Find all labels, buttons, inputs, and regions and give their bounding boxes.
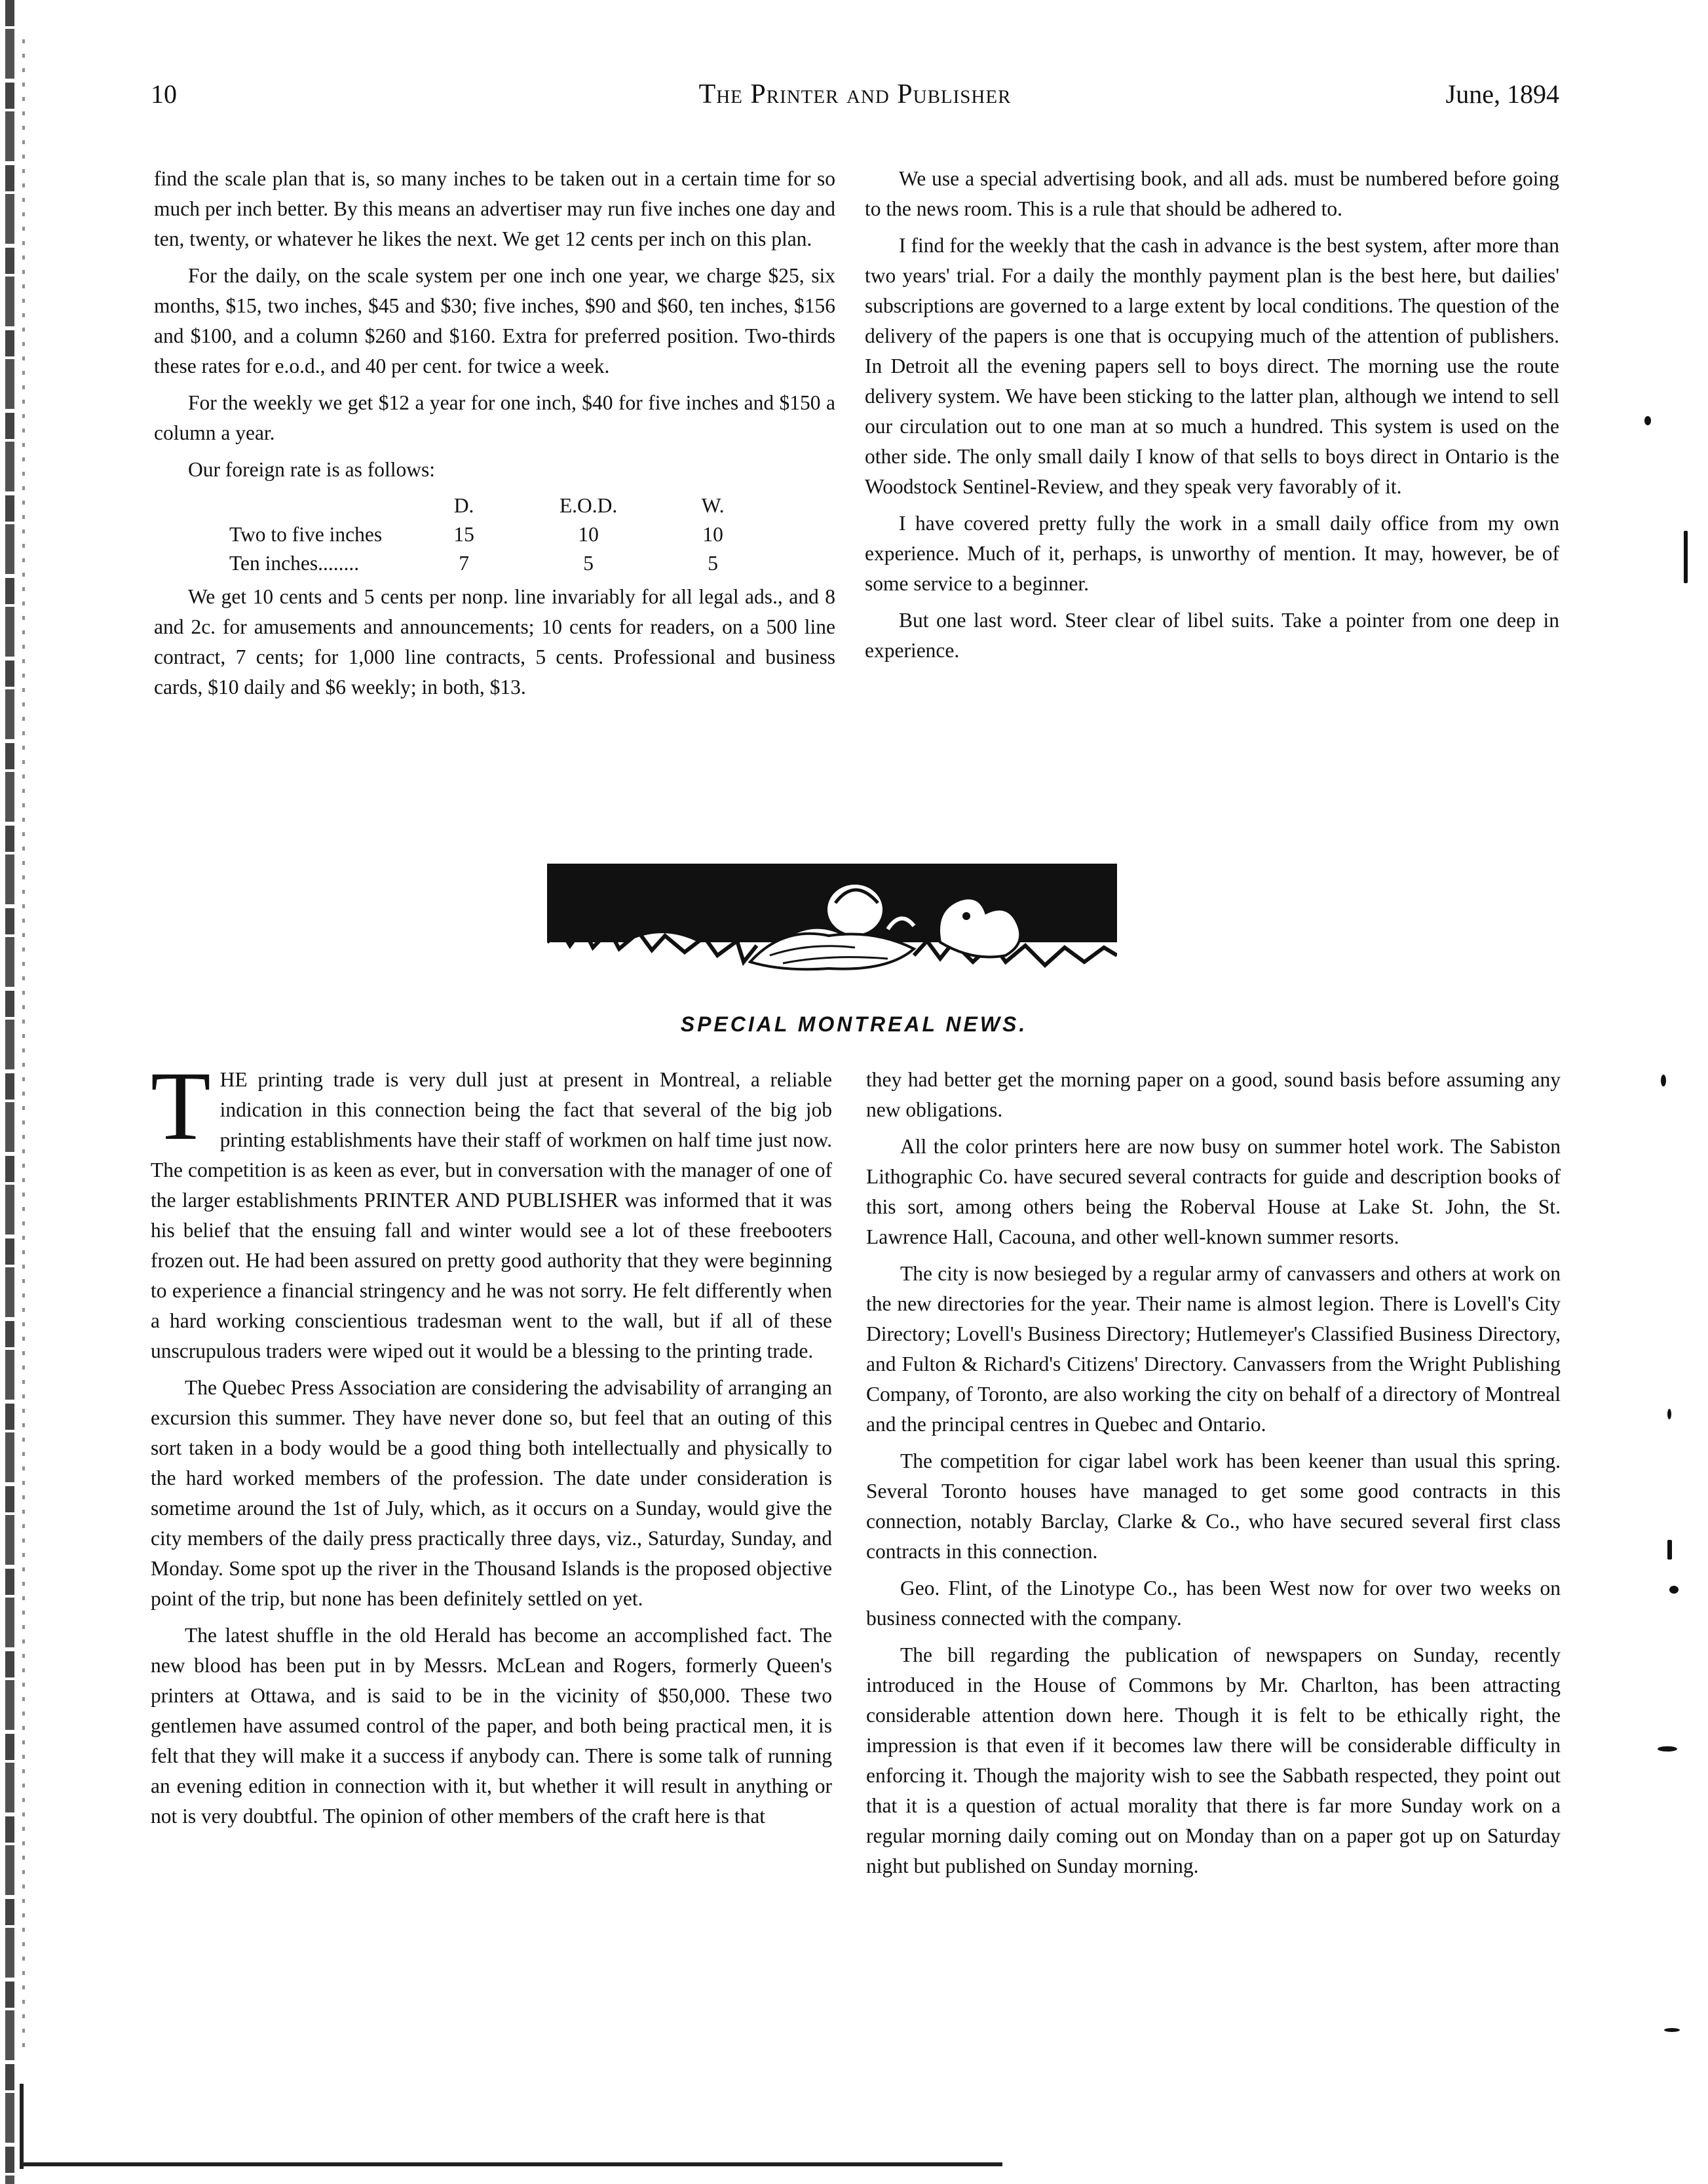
- issue-date: June, 1894: [1445, 79, 1559, 109]
- paragraph: For the weekly we get $12 a year for one inch, $40 for five inches and $150 a column a year.: [154, 391, 835, 444]
- paragraph: But one last word. Steer clear of libel suits. Take a pointer from one deep in experience.: [865, 609, 1559, 662]
- paragraph: The Quebec Press Association are considering the advisability of arranging an excursion this summer. They have never done so, but feel that an outing of this sort taken in a body would be a good thing both intellectually and physically to the hard worked members of the profession. The date under consideration is sometime around the 1st of July, which, as it occurs on a Sunday, would give the city members of the daily press practically three days, viz., Saturday, Sunday, and Monday. Some spot up the river in the Thousand Islands is the proposed objective point of the trip, but none has been definitely settled on yet.: [151, 1376, 832, 1610]
- scan-bottom-rule: [20, 2162, 1002, 2166]
- column-header: W.: [701, 494, 725, 517]
- table-row: [229, 520, 775, 549]
- paragraph: find the scale plan that is, so many inches to be taken out in a certain time for so much per inch better. By this means an advertiser may run five inches one day and ten, twenty, or whatever he likes the next. We get 12 cents per inch on this plan.: [154, 167, 835, 250]
- paragraph: Geo. Flint, of the Linotype Co., has been West now for over two weeks on business connected with the company.: [866, 1577, 1561, 1630]
- article-bottom-right-column: [866, 1065, 1561, 1888]
- article-top-left-column: [154, 164, 835, 709]
- table-cell: 10: [702, 523, 723, 546]
- page-number: 10: [151, 79, 177, 109]
- table-cell: 10: [578, 523, 599, 546]
- paragraph: they had better get the morning paper on a good, sound basis before assuming any new obligations.: [866, 1068, 1561, 1121]
- paragraph: I find for the weekly that the cash in advance is the best system, after more than two years' trial. For a daily the monthly payment plan is the best here, but dailies' subscriptions are governed to a large extent by local conditions. The question of the delivery of the papers is one that is occupying much of the attention of publishers. In Detroit all the evening papers sell to boys direct. The morning use the route delivery system. We have been sticking to the latter plan, although we intend to sell our circulation out to one man at so much a hundred. This system is used on the other side. The only small daily I know of that sells to boys direct in Ontario is the Woodstock Sentinel-Review, and they speak very favorably of it.: [865, 234, 1559, 498]
- scan-corner-mark: [20, 2084, 24, 2169]
- section-title: SPECIAL MONTREAL NEWS.: [680, 1012, 1028, 1036]
- article-top-right-column: [865, 164, 1559, 672]
- table-cell: 5: [583, 552, 594, 575]
- paragraph: The competition for cigar label work has been keener than usual this spring. Several Toronto houses have managed to get some good contracts in this connection, notably Barclay, Clarke & Co., who have secured several first class contracts in this connection.: [866, 1449, 1561, 1563]
- binding-edge: [5, 0, 14, 2184]
- table-row: [229, 549, 775, 578]
- table-cell: 7: [459, 552, 469, 575]
- paragraph: Our foreign rate is as follows:: [188, 458, 436, 481]
- running-title: The Printer and Publisher: [698, 79, 1012, 109]
- paragraph-text: HE printing trade is very dull just at present in Montreal, a reliable indication in this connection being the fact that several of the big job printing establishments have their staff of workmen on half time just now. The competition is as keen as ever, but in conversation with the manager of one of the larger establishments PRINTER AND PUBLISHER was informed that it was his belief that the ensuing fall and winter would see a lot of these freebooters frozen out. He had been assured on pretty good authority that they were beginning to experience a financial stringency and he was not sorry. He felt differently when a hard working conscientious tradesman went to the wall, but if all of these unscrupulous traders were wiped out it would be a blessing to the printing trade.: [151, 1068, 832, 1362]
- rate-table-header: [229, 491, 775, 520]
- decorative-vignette: [547, 864, 1117, 978]
- column-header: D.: [453, 494, 474, 517]
- binding-edge-dots: [22, 39, 25, 2058]
- page-header: [151, 79, 1559, 118]
- paragraph: We use a special advertising book, and all ads. must be numbered before going to the news room. This is a rule that should be adhered to.: [865, 167, 1559, 220]
- paragraph: The city is now besieged by a regular army of canvassers and others at work on the new directories for the year. Their name is almost legion. There is Lovell's City Directory; Lovell's Business Directory; Hutlemeyer's Classified Business Directory, and Fulton & Richard's Citizens' Directory. Canvassers from the Wright Publishing Company, of Toronto, are also working the city on behalf of a directory of Montreal and the principal centres in Quebec and Ontario.: [866, 1262, 1561, 1436]
- row-label: Ten inches........: [229, 552, 360, 575]
- paragraph: The bill regarding the publication of newspapers on Sunday, recently introduced in the House of Commons by Mr. Charlton, has been attracting considerable attention down here. Though it is felt to be ethically right, the impression is that even if it becomes law there will be considerable difficulty in enforcing it. Though the majority wish to see the Sabbath respected, they point out that it is a question of actual morality that there is far more Sunday work on a regular morning daily coming out on Monday than on a paper got up on Saturday night but published on Sunday morning.: [866, 1643, 1561, 1877]
- table-cell: 15: [453, 523, 474, 546]
- row-label: Two to five inches: [229, 523, 383, 546]
- paragraph: The latest shuffle in the old Herald has become an accomplished fact. The new blood has been put in by Messrs. McLean and Rogers, formerly Queen's printers at Ottawa, and is said to be in the vicinity of $50,000. These two gentlemen have assumed control of the paper, and both being practical men, it is felt that they will make it a success if anybody can. There is some talk of running an evening edition in connection with it, but whether it will result in anything or not is very doubtful. The opinion of other members of the craft here is that: [151, 1624, 832, 1828]
- paragraph: We get 10 cents and 5 cents per nonp. line invariably for all legal ads., and 8 and 2c. for amusements and announcements; 10 cents for readers, on a 500 line contract, 7 cents; for 1,000 line contracts, 5 cents. Professional and business cards, $10 daily and $6 weekly; in both, $13.: [154, 585, 835, 699]
- paragraph: All the color printers here are now busy on summer hotel work. The Sabiston Lithographic Co. have secured several contracts for guide and description books of this sort, among others being the Roberval House at Lake St. John, the St. Lawrence Hall, Cacouna, and other well-known summer resorts.: [866, 1135, 1561, 1248]
- article-bottom-left-column: [151, 1052, 832, 1838]
- paragraph: I have covered pretty fully the work in a small daily office from my own experience. Much of it, perhaps, is unworthy of mention. It may, however, be of some service to a beginner.: [865, 512, 1559, 595]
- paragraph: For the daily, on the scale system per one inch one year, we charge $25, six months, $15, two inches, $45 and $30; five inches, $90 and $60, ten inches, $156 and $100, and a column $260 and $160. Extra for preferred position. Two-thirds these rates for e.o.d., and 40 per cent. for twice a week.: [154, 264, 835, 377]
- paragraph: [151, 1052, 832, 1366]
- column-header: E.O.D.: [559, 494, 618, 517]
- drop-cap: T: [151, 1052, 211, 1160]
- foreign-rate-table: [229, 491, 775, 578]
- table-cell: 5: [708, 552, 718, 575]
